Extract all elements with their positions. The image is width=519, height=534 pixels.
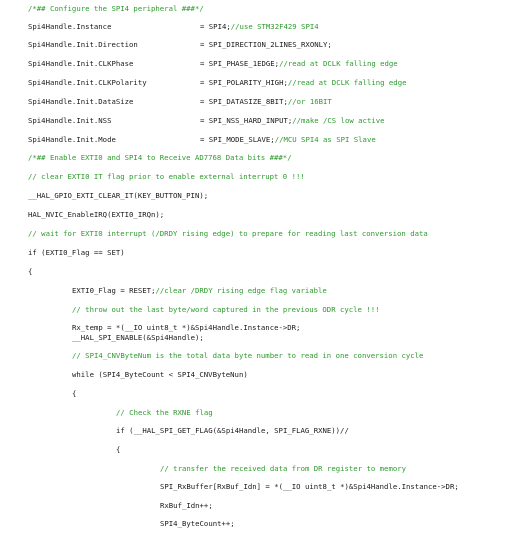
- code-value: = SPI_DATASIZE_8BIT;: [200, 97, 288, 106]
- code-text: Spi4Handle.Init.Mode: [28, 135, 116, 144]
- code-text: SPI_RxBuffer[RxBuf_Idn] = *(__IO uint8_t *)&Spi4Handle.Instance->DR;: [160, 482, 459, 491]
- code-assignment: [200, 22, 319, 32]
- code-line: [160, 482, 459, 492]
- code-text: Rx_temp = *(__IO uint8_t *)&Spi4Handle.Instance->DR;: [72, 323, 301, 332]
- code-comment: // clear EXTI0 IT flag prior to enable external interrupt 0 !!!: [28, 172, 305, 181]
- code-value: = SPI_PHASE_1EDGE;: [200, 59, 280, 68]
- code-comment: // Check the RXNE flag: [116, 408, 213, 417]
- code-comment: // wait for EXTI0 interrupt (/DRDY rising edge) to prepare for reading last conversion data: [28, 229, 428, 238]
- code-text: if (EXTI0_Flag == SET): [28, 248, 125, 257]
- code-text: {: [72, 389, 77, 398]
- code-line: [72, 351, 423, 361]
- code-value: = SPI_DIRECTION_2LINES_RXONLY;: [200, 40, 332, 49]
- code-line: [28, 40, 138, 50]
- code-text: Spi4Handle.Init.NSS: [28, 116, 112, 125]
- code-line: [116, 445, 120, 455]
- code-comment: /*## Enable EXTI0 and SPI4 to Receive AD7768 Data bits ###*/: [28, 153, 292, 162]
- code-line: [116, 426, 349, 436]
- code-comment: //read at DCLK falling edge: [279, 59, 398, 68]
- code-comment: // transfer the received data from DR register to memory: [160, 464, 407, 473]
- code-comment: // SPI4_CNVByteNum is the total data byte number to read in one conversion cycle: [72, 351, 424, 360]
- code-value: = SPI_POLARITY_HIGH;: [200, 78, 288, 87]
- code-line: [28, 210, 164, 220]
- code-line: [160, 519, 235, 529]
- code-assignment: [200, 59, 398, 69]
- code-text: EXTI0_Flag = RESET;: [72, 286, 156, 295]
- code-value: = SPI_NSS_HARD_INPUT;: [200, 116, 293, 125]
- code-line: [160, 464, 406, 474]
- code-text: while (SPI4_ByteCount < SPI4_CNVByteNun): [72, 370, 248, 379]
- code-comment: //MCU SPI4 as SPI Slave: [274, 135, 376, 144]
- code-value: = SPI4;: [200, 22, 231, 31]
- code-assignment: [200, 135, 376, 145]
- code-comment: //make /CS low active: [292, 116, 385, 125]
- code-text: if (__HAL_SPI_GET_FLAG(&Spi4Handle, SPI_FLAG_RXNE))//: [116, 426, 349, 435]
- code-line: [28, 59, 133, 69]
- code-line: [28, 78, 147, 88]
- code-text: __HAL_GPIO_EXTI_CLEAR_IT(KEY_BUTTON_PIN);: [28, 191, 209, 200]
- code-line: [28, 191, 208, 201]
- code-line: [72, 323, 300, 333]
- code-text: RxBuf_Idn++;: [160, 501, 213, 510]
- code-line: [28, 153, 292, 163]
- code-assignment: [200, 40, 332, 50]
- code-text: Spi4Handle.Init.DataSize: [28, 97, 134, 106]
- code-line: [28, 116, 111, 126]
- code-text: {: [116, 445, 121, 454]
- code-text: Spi4Handle.Init.CLKPhase: [28, 59, 134, 68]
- code-line: [28, 172, 305, 182]
- code-assignment: [200, 116, 385, 126]
- code-comment: //clear /DRDY rising edge flag variable: [155, 286, 327, 295]
- code-line: [28, 248, 125, 258]
- code-line: [72, 333, 204, 343]
- code-line: [116, 408, 213, 418]
- code-line: [72, 389, 76, 399]
- code-comment: //or 16BIT: [287, 97, 332, 106]
- code-comment: //use STM32F429 SPI4: [230, 22, 319, 31]
- code-text: SPI4_ByteCount++;: [160, 519, 235, 528]
- code-line: [72, 370, 248, 380]
- code-comment: // throw out the last byte/word captured in the previous ODR cycle !!!: [72, 305, 380, 314]
- code-text: {: [28, 267, 33, 276]
- code-text: Spi4Handle.Init.Direction: [28, 40, 138, 49]
- code-text: Spi4Handle.Instance: [28, 22, 112, 31]
- code-text: __HAL_SPI_ENABLE(&Spi4Handle);: [72, 333, 204, 342]
- code-line: [28, 4, 204, 14]
- code-line: [72, 286, 327, 296]
- code-assignment: [200, 97, 332, 107]
- code-text: HAL_NVIC_EnableIRQ(EXTI0_IRQn);: [28, 210, 165, 219]
- code-comment: //read at DCLK falling edge: [287, 78, 407, 87]
- code-line: [28, 97, 133, 107]
- code-line: [28, 22, 111, 32]
- code-value: = SPI_MODE_SLAVE;: [200, 135, 275, 144]
- code-line: [28, 135, 116, 145]
- code-comment: /*## Configure the SPI4 peripheral ###*/: [28, 4, 204, 13]
- code-text: Spi4Handle.Init.CLKPolarity: [28, 78, 147, 87]
- code-line: [160, 501, 213, 511]
- code-line: [72, 305, 380, 315]
- code-assignment: [200, 78, 407, 88]
- code-line: [28, 267, 32, 277]
- code-line: [28, 229, 428, 239]
